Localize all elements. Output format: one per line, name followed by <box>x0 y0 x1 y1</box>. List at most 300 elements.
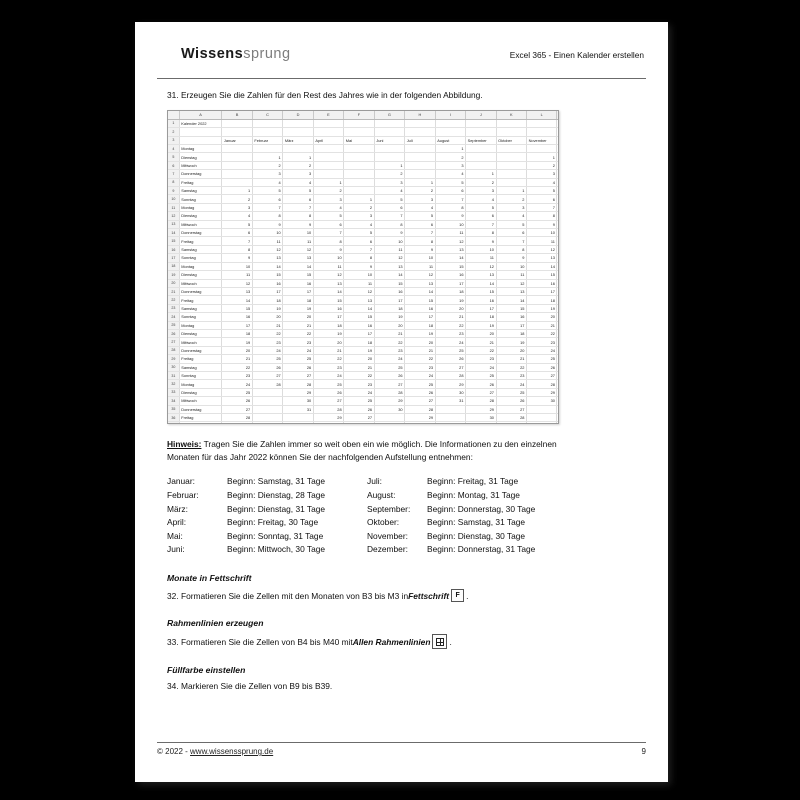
cell-L19[interactable]: 15 <box>527 271 557 279</box>
cell-M13[interactable] <box>557 220 559 228</box>
cell-F26[interactable]: 17 <box>344 329 374 337</box>
cell-J34[interactable]: 28 <box>466 397 496 405</box>
cell-J35[interactable]: 29 <box>466 405 496 413</box>
cell-C23[interactable]: 19 <box>252 304 282 312</box>
cell-E12[interactable]: 5 <box>313 212 343 220</box>
cell-D7[interactable]: 3 <box>283 170 313 178</box>
cell-E11[interactable]: 4 <box>313 203 343 211</box>
cell-C18[interactable]: 14 <box>252 262 282 270</box>
cell-H22[interactable]: 15 <box>405 296 435 304</box>
row-header-29[interactable]: 29 <box>168 355 179 363</box>
cell-C14[interactable]: 10 <box>252 229 282 237</box>
column-header-A[interactable]: A <box>179 111 222 119</box>
cell-K30[interactable]: 22 <box>496 363 526 371</box>
cell-L16[interactable]: 12 <box>527 245 557 253</box>
cell-J4[interactable] <box>466 145 496 153</box>
column-header-J[interactable]: J <box>466 111 496 119</box>
column-header-H[interactable]: H <box>405 111 435 119</box>
cell-M5[interactable] <box>557 153 559 161</box>
cell-F19[interactable]: 10 <box>344 271 374 279</box>
cell-E2[interactable] <box>313 128 343 136</box>
cell-K9[interactable]: 1 <box>496 187 526 195</box>
cell-B14[interactable]: 6 <box>222 229 252 237</box>
row-header-28[interactable]: 28 <box>168 346 179 354</box>
cell-L12[interactable]: 8 <box>527 212 557 220</box>
cell-D19[interactable]: 15 <box>283 271 313 279</box>
cell-K15[interactable]: 7 <box>496 237 526 245</box>
cell-I10[interactable]: 7 <box>435 195 465 203</box>
cell-E19[interactable]: 12 <box>313 271 343 279</box>
cell-L1[interactable] <box>527 119 557 127</box>
cell-E6[interactable] <box>313 161 343 169</box>
cell-G35[interactable]: 30 <box>374 405 404 413</box>
cell-L32[interactable]: 28 <box>527 380 557 388</box>
cell-M15[interactable] <box>557 237 559 245</box>
row-header-19[interactable]: 19 <box>168 271 179 279</box>
cell-E18[interactable]: 11 <box>313 262 343 270</box>
cell-K8[interactable] <box>496 178 526 186</box>
row-header-9[interactable]: 9 <box>168 187 179 195</box>
cell-B32[interactable]: 24 <box>222 380 252 388</box>
cell-M27[interactable] <box>557 338 559 346</box>
cell-D27[interactable]: 23 <box>283 338 313 346</box>
cell-M24[interactable] <box>557 313 559 321</box>
cell-K2[interactable] <box>496 128 526 136</box>
cell-C5[interactable]: 1 <box>252 153 282 161</box>
cell-E16[interactable]: 9 <box>313 245 343 253</box>
cell-F22[interactable]: 13 <box>344 296 374 304</box>
cell-E34[interactable]: 27 <box>313 397 343 405</box>
cell-C37[interactable] <box>252 422 282 424</box>
cell-L26[interactable]: 22 <box>527 329 557 337</box>
cell-L27[interactable]: 23 <box>527 338 557 346</box>
cell-D30[interactable]: 26 <box>283 363 313 371</box>
cell-C9[interactable]: 5 <box>252 187 282 195</box>
cell-F10[interactable]: 1 <box>344 195 374 203</box>
cell-I13[interactable]: 10 <box>435 220 465 228</box>
cell-M26[interactable] <box>557 329 559 337</box>
cell-M18[interactable] <box>557 262 559 270</box>
cell-H2[interactable] <box>405 128 435 136</box>
cell-A26-weekday[interactable]: Dienstag <box>179 329 222 337</box>
cell-A37-weekday[interactable] <box>179 422 222 424</box>
cell-E7[interactable] <box>313 170 343 178</box>
row-header-26[interactable]: 26 <box>168 329 179 337</box>
cell-C32[interactable]: 28 <box>252 380 282 388</box>
cell-K35[interactable]: 27 <box>496 405 526 413</box>
cell-A28-weekday[interactable]: Donnerstag <box>179 346 222 354</box>
cell-F32[interactable]: 23 <box>344 380 374 388</box>
cell-D6[interactable]: 2 <box>283 161 313 169</box>
cell-J16[interactable]: 10 <box>466 245 496 253</box>
cell-I8[interactable]: 5 <box>435 178 465 186</box>
cell-H21[interactable]: 14 <box>405 287 435 295</box>
cell-M29[interactable] <box>557 355 559 363</box>
cell-D11[interactable]: 7 <box>283 203 313 211</box>
cell-A5-weekday[interactable]: Dienstag <box>179 153 222 161</box>
cell-L35[interactable] <box>527 405 557 413</box>
cell-L5[interactable]: 1 <box>527 153 557 161</box>
cell-B30[interactable]: 22 <box>222 363 252 371</box>
cell-C11[interactable]: 7 <box>252 203 282 211</box>
cell-E8[interactable]: 1 <box>313 178 343 186</box>
cell-A20-weekday[interactable]: Mittwoch <box>179 279 222 287</box>
cell-C21[interactable]: 17 <box>252 287 282 295</box>
cell-M12[interactable] <box>557 212 559 220</box>
cell-M11[interactable] <box>557 203 559 211</box>
cell-I32[interactable]: 29 <box>435 380 465 388</box>
cell-H17[interactable]: 10 <box>405 254 435 262</box>
cell-M35[interactable] <box>557 405 559 413</box>
cell-B19[interactable]: 11 <box>222 271 252 279</box>
row-header-32[interactable]: 32 <box>168 380 179 388</box>
cell-A6-weekday[interactable]: Mittwoch <box>179 161 222 169</box>
cell-G30[interactable]: 25 <box>374 363 404 371</box>
cell-B9[interactable]: 1 <box>222 187 252 195</box>
cell-L4[interactable] <box>527 145 557 153</box>
cell-A33-weekday[interactable]: Dienstag <box>179 388 222 396</box>
cell-B13[interactable]: 5 <box>222 220 252 228</box>
cell-L25[interactable]: 21 <box>527 321 557 329</box>
cell-J24[interactable]: 18 <box>466 313 496 321</box>
cell-J6[interactable] <box>466 161 496 169</box>
cell-C33[interactable] <box>252 388 282 396</box>
cell-I23[interactable]: 20 <box>435 304 465 312</box>
cell-C12[interactable]: 8 <box>252 212 282 220</box>
cell-L33[interactable]: 29 <box>527 388 557 396</box>
row-header-16[interactable]: 16 <box>168 245 179 253</box>
cell-C29[interactable]: 25 <box>252 355 282 363</box>
sheet-corner-selector[interactable] <box>168 111 179 119</box>
cell-L15[interactable]: 11 <box>527 237 557 245</box>
cell-C10[interactable]: 6 <box>252 195 282 203</box>
cell-C13[interactable]: 9 <box>252 220 282 228</box>
cell-I29[interactable]: 26 <box>435 355 465 363</box>
cell-K34[interactable]: 26 <box>496 397 526 405</box>
cell-H34[interactable]: 27 <box>405 397 435 405</box>
cell-D14[interactable]: 10 <box>283 229 313 237</box>
cell-H20[interactable]: 13 <box>405 279 435 287</box>
cell-H31[interactable]: 24 <box>405 371 435 379</box>
cell-A13-weekday[interactable]: Mittwoch <box>179 220 222 228</box>
cell-I19[interactable]: 16 <box>435 271 465 279</box>
cell-M3-month-header[interactable] <box>557 136 559 144</box>
cell-A12-weekday[interactable]: Dienstag <box>179 212 222 220</box>
row-header-37[interactable] <box>168 422 179 424</box>
cell-J3-month-header[interactable]: September <box>466 136 496 144</box>
cell-J30[interactable]: 24 <box>466 363 496 371</box>
cell-A31-weekday[interactable]: Sonntag <box>179 371 222 379</box>
row-header-14[interactable]: 14 <box>168 229 179 237</box>
cell-D25[interactable]: 21 <box>283 321 313 329</box>
cell-H29[interactable]: 22 <box>405 355 435 363</box>
cell-B17[interactable]: 9 <box>222 254 252 262</box>
cell-D26[interactable]: 22 <box>283 329 313 337</box>
cell-I6[interactable]: 3 <box>435 161 465 169</box>
row-header-2[interactable]: 2 <box>168 128 179 136</box>
cell-H37[interactable] <box>405 422 435 424</box>
cell-L2[interactable] <box>527 128 557 136</box>
cell-K21[interactable]: 13 <box>496 287 526 295</box>
cell-G33[interactable]: 28 <box>374 388 404 396</box>
cell-G24[interactable]: 19 <box>374 313 404 321</box>
cell-J33[interactable]: 27 <box>466 388 496 396</box>
cell-F30[interactable]: 21 <box>344 363 374 371</box>
cell-K33[interactable]: 25 <box>496 388 526 396</box>
cell-I37[interactable] <box>435 422 465 424</box>
cell-D15[interactable]: 11 <box>283 237 313 245</box>
row-header-8[interactable]: 8 <box>168 178 179 186</box>
cell-I14[interactable]: 11 <box>435 229 465 237</box>
cell-G10[interactable]: 5 <box>374 195 404 203</box>
row-header-30[interactable]: 30 <box>168 363 179 371</box>
cell-E31[interactable]: 24 <box>313 371 343 379</box>
row-header-17[interactable]: 17 <box>168 254 179 262</box>
cell-K4[interactable] <box>496 145 526 153</box>
cell-B10[interactable]: 2 <box>222 195 252 203</box>
cell-B28[interactable]: 20 <box>222 346 252 354</box>
row-header-12[interactable]: 12 <box>168 212 179 220</box>
cell-A1-title[interactable]: Kalender 2022 <box>179 119 222 127</box>
cell-E17[interactable]: 10 <box>313 254 343 262</box>
cell-J2[interactable] <box>466 128 496 136</box>
cell-M33[interactable] <box>557 388 559 396</box>
cell-J7[interactable]: 1 <box>466 170 496 178</box>
all-borders-icon[interactable] <box>432 634 447 649</box>
cell-C1[interactable] <box>252 119 282 127</box>
cell-D33[interactable]: 29 <box>283 388 313 396</box>
cell-J23[interactable]: 17 <box>466 304 496 312</box>
cell-B27[interactable]: 19 <box>222 338 252 346</box>
cell-J19[interactable]: 13 <box>466 271 496 279</box>
cell-E13[interactable]: 6 <box>313 220 343 228</box>
cell-J9[interactable]: 3 <box>466 187 496 195</box>
cell-F31[interactable]: 22 <box>344 371 374 379</box>
cell-K11[interactable]: 3 <box>496 203 526 211</box>
column-header-I[interactable]: I <box>435 111 465 119</box>
cell-G14[interactable]: 9 <box>374 229 404 237</box>
cell-G4[interactable] <box>374 145 404 153</box>
cell-F17[interactable]: 8 <box>344 254 374 262</box>
cell-B20[interactable]: 12 <box>222 279 252 287</box>
cell-K12[interactable]: 4 <box>496 212 526 220</box>
cell-J28[interactable]: 22 <box>466 346 496 354</box>
cell-J18[interactable]: 12 <box>466 262 496 270</box>
cell-G2[interactable] <box>374 128 404 136</box>
row-header-33[interactable]: 33 <box>168 388 179 396</box>
cell-B22[interactable]: 14 <box>222 296 252 304</box>
cell-B21[interactable]: 13 <box>222 287 252 295</box>
cell-M30[interactable] <box>557 363 559 371</box>
cell-D31[interactable]: 27 <box>283 371 313 379</box>
cell-D32[interactable]: 28 <box>283 380 313 388</box>
cell-B33[interactable]: 25 <box>222 388 252 396</box>
row-header-20[interactable]: 20 <box>168 279 179 287</box>
cell-E10[interactable]: 3 <box>313 195 343 203</box>
cell-G29[interactable]: 24 <box>374 355 404 363</box>
cell-A22-weekday[interactable]: Freitag <box>179 296 222 304</box>
cell-F27[interactable]: 18 <box>344 338 374 346</box>
cell-G34[interactable]: 29 <box>374 397 404 405</box>
cell-K16[interactable]: 8 <box>496 245 526 253</box>
cell-F33[interactable]: 24 <box>344 388 374 396</box>
cell-M37[interactable] <box>557 422 559 424</box>
cell-K26[interactable]: 18 <box>496 329 526 337</box>
cell-K23[interactable]: 15 <box>496 304 526 312</box>
cell-C26[interactable]: 22 <box>252 329 282 337</box>
cell-M8[interactable] <box>557 178 559 186</box>
cell-D1[interactable] <box>283 119 313 127</box>
row-header-24[interactable]: 24 <box>168 313 179 321</box>
cell-H32[interactable]: 25 <box>405 380 435 388</box>
cell-I36[interactable] <box>435 414 465 422</box>
cell-C30[interactable]: 26 <box>252 363 282 371</box>
cell-H4[interactable] <box>405 145 435 153</box>
cell-D3-month-header[interactable]: März <box>283 136 313 144</box>
row-header-35[interactable]: 35 <box>168 405 179 413</box>
cell-A14-weekday[interactable]: Donnerstag <box>179 229 222 237</box>
cell-F1[interactable] <box>344 119 374 127</box>
cell-E4[interactable] <box>313 145 343 153</box>
bold-F-icon[interactable]: F <box>451 589 464 602</box>
cell-K28[interactable]: 20 <box>496 346 526 354</box>
cell-M19[interactable] <box>557 271 559 279</box>
cell-I24[interactable]: 21 <box>435 313 465 321</box>
cell-L13[interactable]: 9 <box>527 220 557 228</box>
cell-B16[interactable]: 8 <box>222 245 252 253</box>
cell-H36[interactable]: 29 <box>405 414 435 422</box>
cell-I1[interactable] <box>435 119 465 127</box>
cell-D9[interactable]: 5 <box>283 187 313 195</box>
cell-F18[interactable]: 9 <box>344 262 374 270</box>
cell-A35-weekday[interactable]: Donnerstag <box>179 405 222 413</box>
cell-C16[interactable]: 12 <box>252 245 282 253</box>
cell-B25[interactable]: 17 <box>222 321 252 329</box>
cell-C28[interactable]: 24 <box>252 346 282 354</box>
cell-L7[interactable]: 3 <box>527 170 557 178</box>
row-header-11[interactable]: 11 <box>168 203 179 211</box>
cell-L21[interactable]: 17 <box>527 287 557 295</box>
cell-K24[interactable]: 16 <box>496 313 526 321</box>
cell-K6[interactable] <box>496 161 526 169</box>
cell-L24[interactable]: 20 <box>527 313 557 321</box>
cell-G28[interactable]: 23 <box>374 346 404 354</box>
cell-D21[interactable]: 17 <box>283 287 313 295</box>
cell-H18[interactable]: 11 <box>405 262 435 270</box>
cell-J36[interactable]: 30 <box>466 414 496 422</box>
cell-L11[interactable]: 7 <box>527 203 557 211</box>
cell-L18[interactable]: 14 <box>527 262 557 270</box>
cell-B23[interactable]: 15 <box>222 304 252 312</box>
cell-C15[interactable]: 11 <box>252 237 282 245</box>
cell-A11-weekday[interactable]: Montag <box>179 203 222 211</box>
cell-C4[interactable] <box>252 145 282 153</box>
row-header-31[interactable]: 31 <box>168 371 179 379</box>
cell-K32[interactable]: 24 <box>496 380 526 388</box>
cell-H24[interactable]: 17 <box>405 313 435 321</box>
cell-I17[interactable]: 14 <box>435 254 465 262</box>
cell-B5[interactable] <box>222 153 252 161</box>
cell-C36[interactable] <box>252 414 282 422</box>
cell-F6[interactable] <box>344 161 374 169</box>
cell-E9[interactable]: 2 <box>313 187 343 195</box>
cell-M23[interactable] <box>557 304 559 312</box>
cell-C22[interactable]: 18 <box>252 296 282 304</box>
cell-K29[interactable]: 21 <box>496 355 526 363</box>
cell-I30[interactable]: 27 <box>435 363 465 371</box>
cell-B15[interactable]: 7 <box>222 237 252 245</box>
cell-A10-weekday[interactable]: Sonntag <box>179 195 222 203</box>
cell-A25-weekday[interactable]: Montag <box>179 321 222 329</box>
cell-E37[interactable] <box>313 422 343 424</box>
cell-L34[interactable]: 30 <box>527 397 557 405</box>
cell-E32[interactable]: 25 <box>313 380 343 388</box>
cell-D8[interactable]: 4 <box>283 178 313 186</box>
cell-A34-weekday[interactable]: Mittwoch <box>179 397 222 405</box>
cell-D17[interactable]: 13 <box>283 254 313 262</box>
cell-I16[interactable]: 13 <box>435 245 465 253</box>
cell-I18[interactable]: 15 <box>435 262 465 270</box>
cell-H26[interactable]: 19 <box>405 329 435 337</box>
cell-F23[interactable]: 14 <box>344 304 374 312</box>
row-header-25[interactable]: 25 <box>168 321 179 329</box>
cell-A3[interactable] <box>179 136 222 144</box>
cell-L28[interactable]: 24 <box>527 346 557 354</box>
cell-G21[interactable]: 16 <box>374 287 404 295</box>
row-header-15[interactable]: 15 <box>168 237 179 245</box>
cell-K14[interactable]: 6 <box>496 229 526 237</box>
cell-M1[interactable] <box>557 119 559 127</box>
cell-G32[interactable]: 27 <box>374 380 404 388</box>
cell-H25[interactable]: 18 <box>405 321 435 329</box>
cell-E33[interactable]: 26 <box>313 388 343 396</box>
cell-G37[interactable] <box>374 422 404 424</box>
cell-I21[interactable]: 18 <box>435 287 465 295</box>
cell-I9[interactable]: 6 <box>435 187 465 195</box>
cell-G3-month-header[interactable]: Juni <box>374 136 404 144</box>
cell-B6[interactable] <box>222 161 252 169</box>
cell-I5[interactable]: 2 <box>435 153 465 161</box>
cell-F11[interactable]: 2 <box>344 203 374 211</box>
cell-J15[interactable]: 9 <box>466 237 496 245</box>
cell-K31[interactable]: 23 <box>496 371 526 379</box>
cell-H35[interactable]: 28 <box>405 405 435 413</box>
cell-L37[interactable] <box>527 422 557 424</box>
cell-G15[interactable]: 10 <box>374 237 404 245</box>
cell-E23[interactable]: 16 <box>313 304 343 312</box>
cell-D28[interactable]: 24 <box>283 346 313 354</box>
cell-I31[interactable]: 28 <box>435 371 465 379</box>
row-header-10[interactable]: 10 <box>168 195 179 203</box>
cell-G25[interactable]: 20 <box>374 321 404 329</box>
cell-B35[interactable]: 27 <box>222 405 252 413</box>
cell-D35[interactable]: 31 <box>283 405 313 413</box>
cell-D12[interactable]: 8 <box>283 212 313 220</box>
cell-J31[interactable]: 25 <box>466 371 496 379</box>
cell-A32-weekday[interactable]: Montag <box>179 380 222 388</box>
cell-A18-weekday[interactable]: Montag <box>179 262 222 270</box>
cell-C27[interactable]: 23 <box>252 338 282 346</box>
cell-D16[interactable]: 12 <box>283 245 313 253</box>
cell-I25[interactable]: 22 <box>435 321 465 329</box>
cell-L29[interactable]: 25 <box>527 355 557 363</box>
cell-K27[interactable]: 19 <box>496 338 526 346</box>
cell-M17[interactable] <box>557 254 559 262</box>
cell-B24[interactable]: 16 <box>222 313 252 321</box>
cell-H15[interactable]: 8 <box>405 237 435 245</box>
cell-J29[interactable]: 23 <box>466 355 496 363</box>
cell-H14[interactable]: 7 <box>405 229 435 237</box>
